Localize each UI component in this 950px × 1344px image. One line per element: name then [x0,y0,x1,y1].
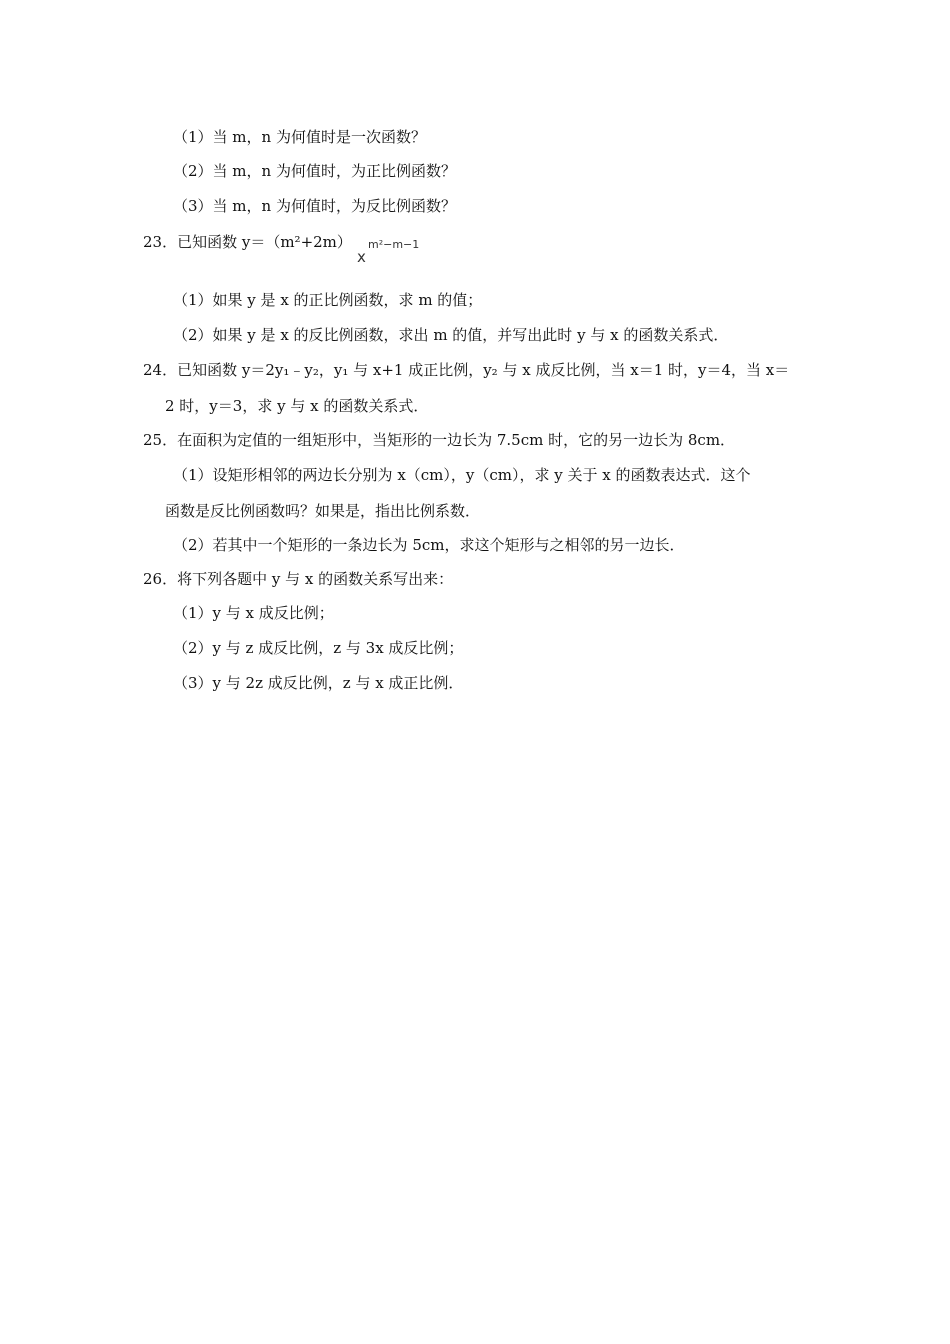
q25-sub2: （2）若其中一个矩形的一条边长为 5cm，求这个矩形与之相邻的另一边长． [173,536,685,554]
q23-exponent-formula [355,238,420,268]
formula-base: x [357,248,366,266]
q22-sub3: （3）当 m，n 为何值时，为反比例函数？ [173,197,456,215]
q23-sub2: （2）如果 y 是 x 的反比例函数，求出 m 的值，并写出此时 y 与 x 的函数关系式． [173,326,729,344]
q25-sub1-line1: （1）设矩形相邻的两边长分别为 x（cm），y（cm），求 y 关于 x 的函数表达式．这个 [173,466,751,484]
q26-stem: 26．将下列各题中 y 与 x 的函数关系写出来： [143,570,454,588]
q25-sub1-line2: 函数是反比例函数吗？如果是，指出比例系数． [165,502,481,520]
q26-sub2: （2）y 与 z 成反比例，z 与 3x 成反比例； [173,639,464,657]
q22-sub1: （1）当 m，n 为何值时是一次函数？ [173,128,426,146]
q22-sub2: （2）当 m，n 为何值时，为正比例函数？ [173,162,456,180]
formula-exponent: m²−m−1 [368,238,420,251]
q23-sub1: （1）如果 y 是 x 的正比例函数，求 m 的值； [173,291,483,309]
q24-line1: 24．已知函数 y＝2y₁﹣y₂，y₁ 与 x+1 成正比例，y₂ 与 x 成反比例，当 x＝1 时，y＝4，当 x＝ [143,361,790,379]
q25-stem: 25．在面积为定值的一组矩形中，当矩形的一边长为 7.5cm 时，它的另一边长为 8cm． [143,431,736,449]
q26-sub1: （1）y 与 x 成反比例； [173,604,334,622]
q24-line2: 2 时，y＝3，求 y 与 x 的函数关系式． [165,397,429,415]
q23-stem: 23．已知函数 y＝（m²+2m） [143,233,352,251]
q26-sub3: （3）y 与 2z 成反比例，z 与 x 成正比例． [173,674,464,692]
